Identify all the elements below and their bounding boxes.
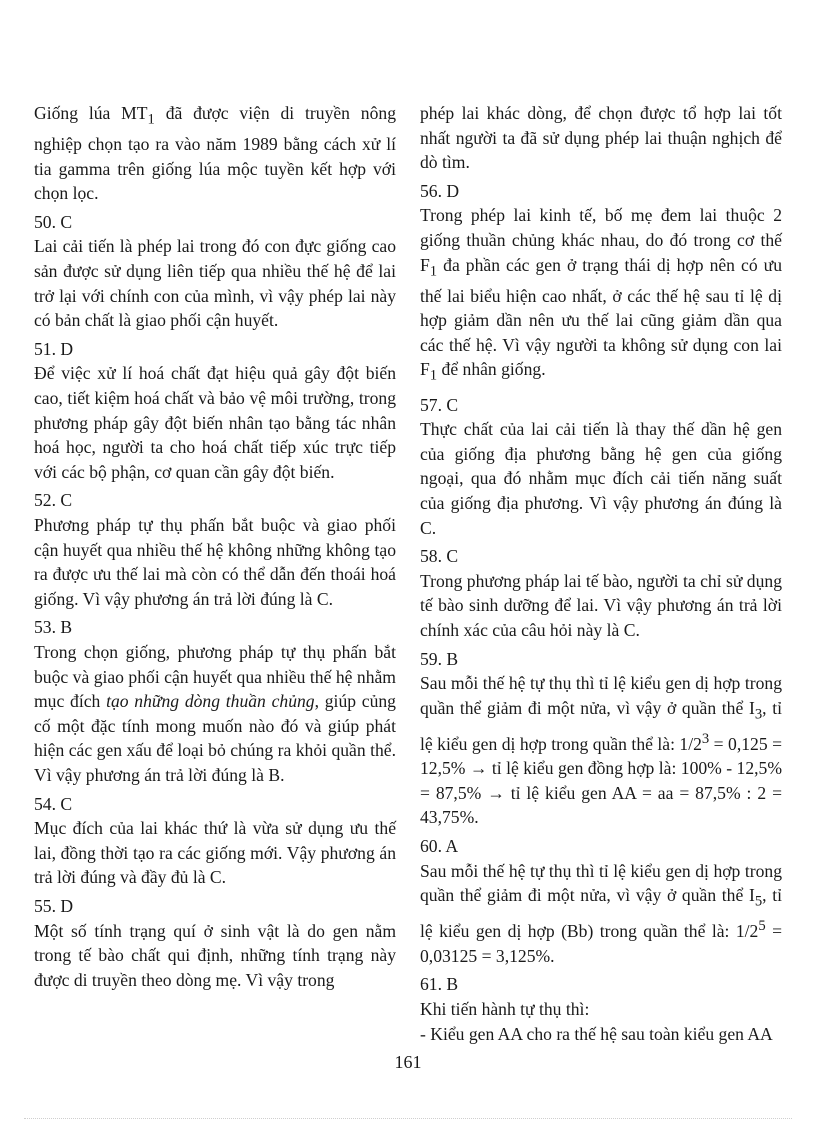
explanation-57: Thực chất của lai cải tiến là thay thế dần hệ gen của giống địa phương bằng hệ gen của giống ngoại, qua đó nhằm mục đích cải tiến năng suất của giống địa phương. Vì vậy phương án đúng là C. (420, 419, 782, 538)
answer-50: 50. C (34, 211, 73, 232)
answer-53: 53. B (34, 617, 73, 638)
explanation-50: Lai cải tiến là phép lai trong đó con đực giống cao sản được sử dụng liên tiếp qua nhiều thế hệ để lai trở lại với chính con của mình, vì vậy phép lai này có bản chất là giao phối cận huyết. (34, 236, 396, 331)
answer-56: 56. D (420, 180, 460, 201)
text-run: Giống lúa MT (34, 103, 148, 123)
explanation-60 (420, 859, 782, 969)
explanation-55-continued: phép lai khác dòng, để chọn được tổ hợp lai tốt nhất người ta đã sử dụng phép lai thuận nghịch để dò tìm. (420, 103, 782, 173)
italic-text: tạo những dòng thuần chủng (106, 691, 315, 712)
answer-59: 59. B (420, 648, 459, 669)
explanation-54: Mục đích của lai khác thứ là vừa sử dụng ưu thế lai, đồng thời tạo ra các giống mới. Vậy phương án trả lời đúng và đầy đủ là C. (34, 818, 396, 888)
answer-57: 57. C (420, 394, 459, 415)
superscript: 3 (701, 730, 710, 747)
subscript: 5 (754, 893, 763, 910)
text-run: , tỉ lệ kiểu gen dị hợp (Bb) trong quần thể là: 1/2 (420, 885, 783, 942)
explanation-61-bullet: - Kiểu gen AA cho ra thế hệ sau toàn kiểu gen AA (420, 1023, 773, 1044)
text-run: , tỉ lệ kiểu gen dị hợp trong quần thể là: 1/2 (420, 697, 783, 754)
answer-51: 51. D (34, 338, 74, 359)
text-run: Trong phép lai kinh tế, bố mẹ đem lai thuộc 2 giống thuần chủng khác nhau, do đó trong cơ thế F (420, 205, 782, 275)
subscript: 1 (429, 367, 438, 384)
page-number: 161 (394, 1052, 422, 1072)
explanation-51: Để việc xử lí hoá chất đạt hiệu quả gây đột biến cao, tiết kiệm hoá chất và bảo vệ môi trường, trong phương pháp gây đột biến nhân tạo bằng tác nhân hoá học, người ta cho hoá chất tiếp xúc trực tiếp với các bộ phận, cơ quan cần gây đột biến. (34, 363, 396, 482)
explanation-56 (420, 203, 782, 388)
subscript: 1 (147, 111, 155, 128)
answer-54: 54. C (34, 793, 73, 814)
explanation-55: Một số tính trạng quí ở sinh vật là do gen nằm trong tế bào chất qui định, những tính trạng này được di truyền theo dòng mẹ. Vì vậy trong (34, 920, 396, 990)
answer-58: 58. C (420, 546, 459, 567)
answer-60: 60. A (420, 836, 459, 857)
explanation-59 (420, 671, 782, 830)
answer-52: 52. C (34, 490, 73, 511)
text-run: = 0,125 = 12,5% → tỉ lệ kiểu gen đồng hợp là: 100% - 12,5% = 87,5% → tỉ lệ kiểu gen AA = aa = 87,5% : 2 = 43,75%. (420, 733, 782, 828)
explanation-52: Phương pháp tự thụ phấn bắt buộc và giao phối cận huyết qua nhiều thế hệ không những không tạo ra được ưu thế lai mà còn có thể dẫn đến thoái hoá giống. Vì vậy phương án trả lời đúng là C. (34, 515, 396, 609)
text-run: đã được viện di truyền nông nghiệp chọn tạo ra vào năm 1989 bằng cách xử lí tia gamma trên giống lúa mộc tuyền kết hợp với chọn lọc. (34, 103, 396, 204)
text-run: đa phần các gen ở trạng thái dị hợp nên có ưu thế lai biểu hiện cao nhất, ở các thế hệ sau tỉ lệ dị hợp giảm dần nên ưu thế lai cũng giảm dần qua các thế hệ. Vì vậy người ta không sử dụng con lai F (420, 254, 782, 380)
subscript: 1 (429, 263, 438, 280)
explanation-58: Trong phương pháp lai tế bào, người ta chỉ sử dụng tế bào sinh dưỡng để lai. Vì vậy phương án trả lời chính xác của câu hỏi này là C. (420, 570, 782, 640)
superscript: 5 (758, 918, 766, 935)
text-run: = 0,03125 = 3,125%. (420, 921, 782, 966)
right-column (420, 101, 782, 1046)
bottom-divider (24, 1118, 792, 1119)
text-run: Sau mỗi thế hệ tự thụ thì tỉ lệ kiểu gen dị hợp trong quần thể giảm đi một nửa, vì vậy ở quần thể I (420, 673, 782, 718)
paragraph-intro (34, 101, 396, 206)
text-run: để nhân giống. (437, 359, 546, 380)
text-run: Sau mỗi thế hệ tự thụ thì tỉ lệ kiểu gen dị hợp trong quần thể giảm đi một nửa, vì vậy ở quần thể I (420, 860, 782, 906)
answer-55: 55. D (34, 895, 74, 916)
explanation-53 (34, 640, 396, 788)
text-run: , giúp củng cố một đặc tính mong muốn nào đó và giúp phát hiện các gen xấu để loại bỏ chúng ra khỏi quần thể. Vì vậy phương án trả lời đúng là B. (34, 691, 396, 785)
text-run: Trong chọn giống, phương pháp tự thụ phấn bắt buộc và giao phối cận huyết qua nhiều thế hệ nhằm mục đích (34, 641, 396, 712)
subscript: 3 (754, 706, 763, 723)
left-column (34, 101, 396, 992)
explanation-61: Khi tiến hành tự thụ thì: (420, 998, 590, 1019)
answer-61: 61. B (420, 974, 459, 995)
